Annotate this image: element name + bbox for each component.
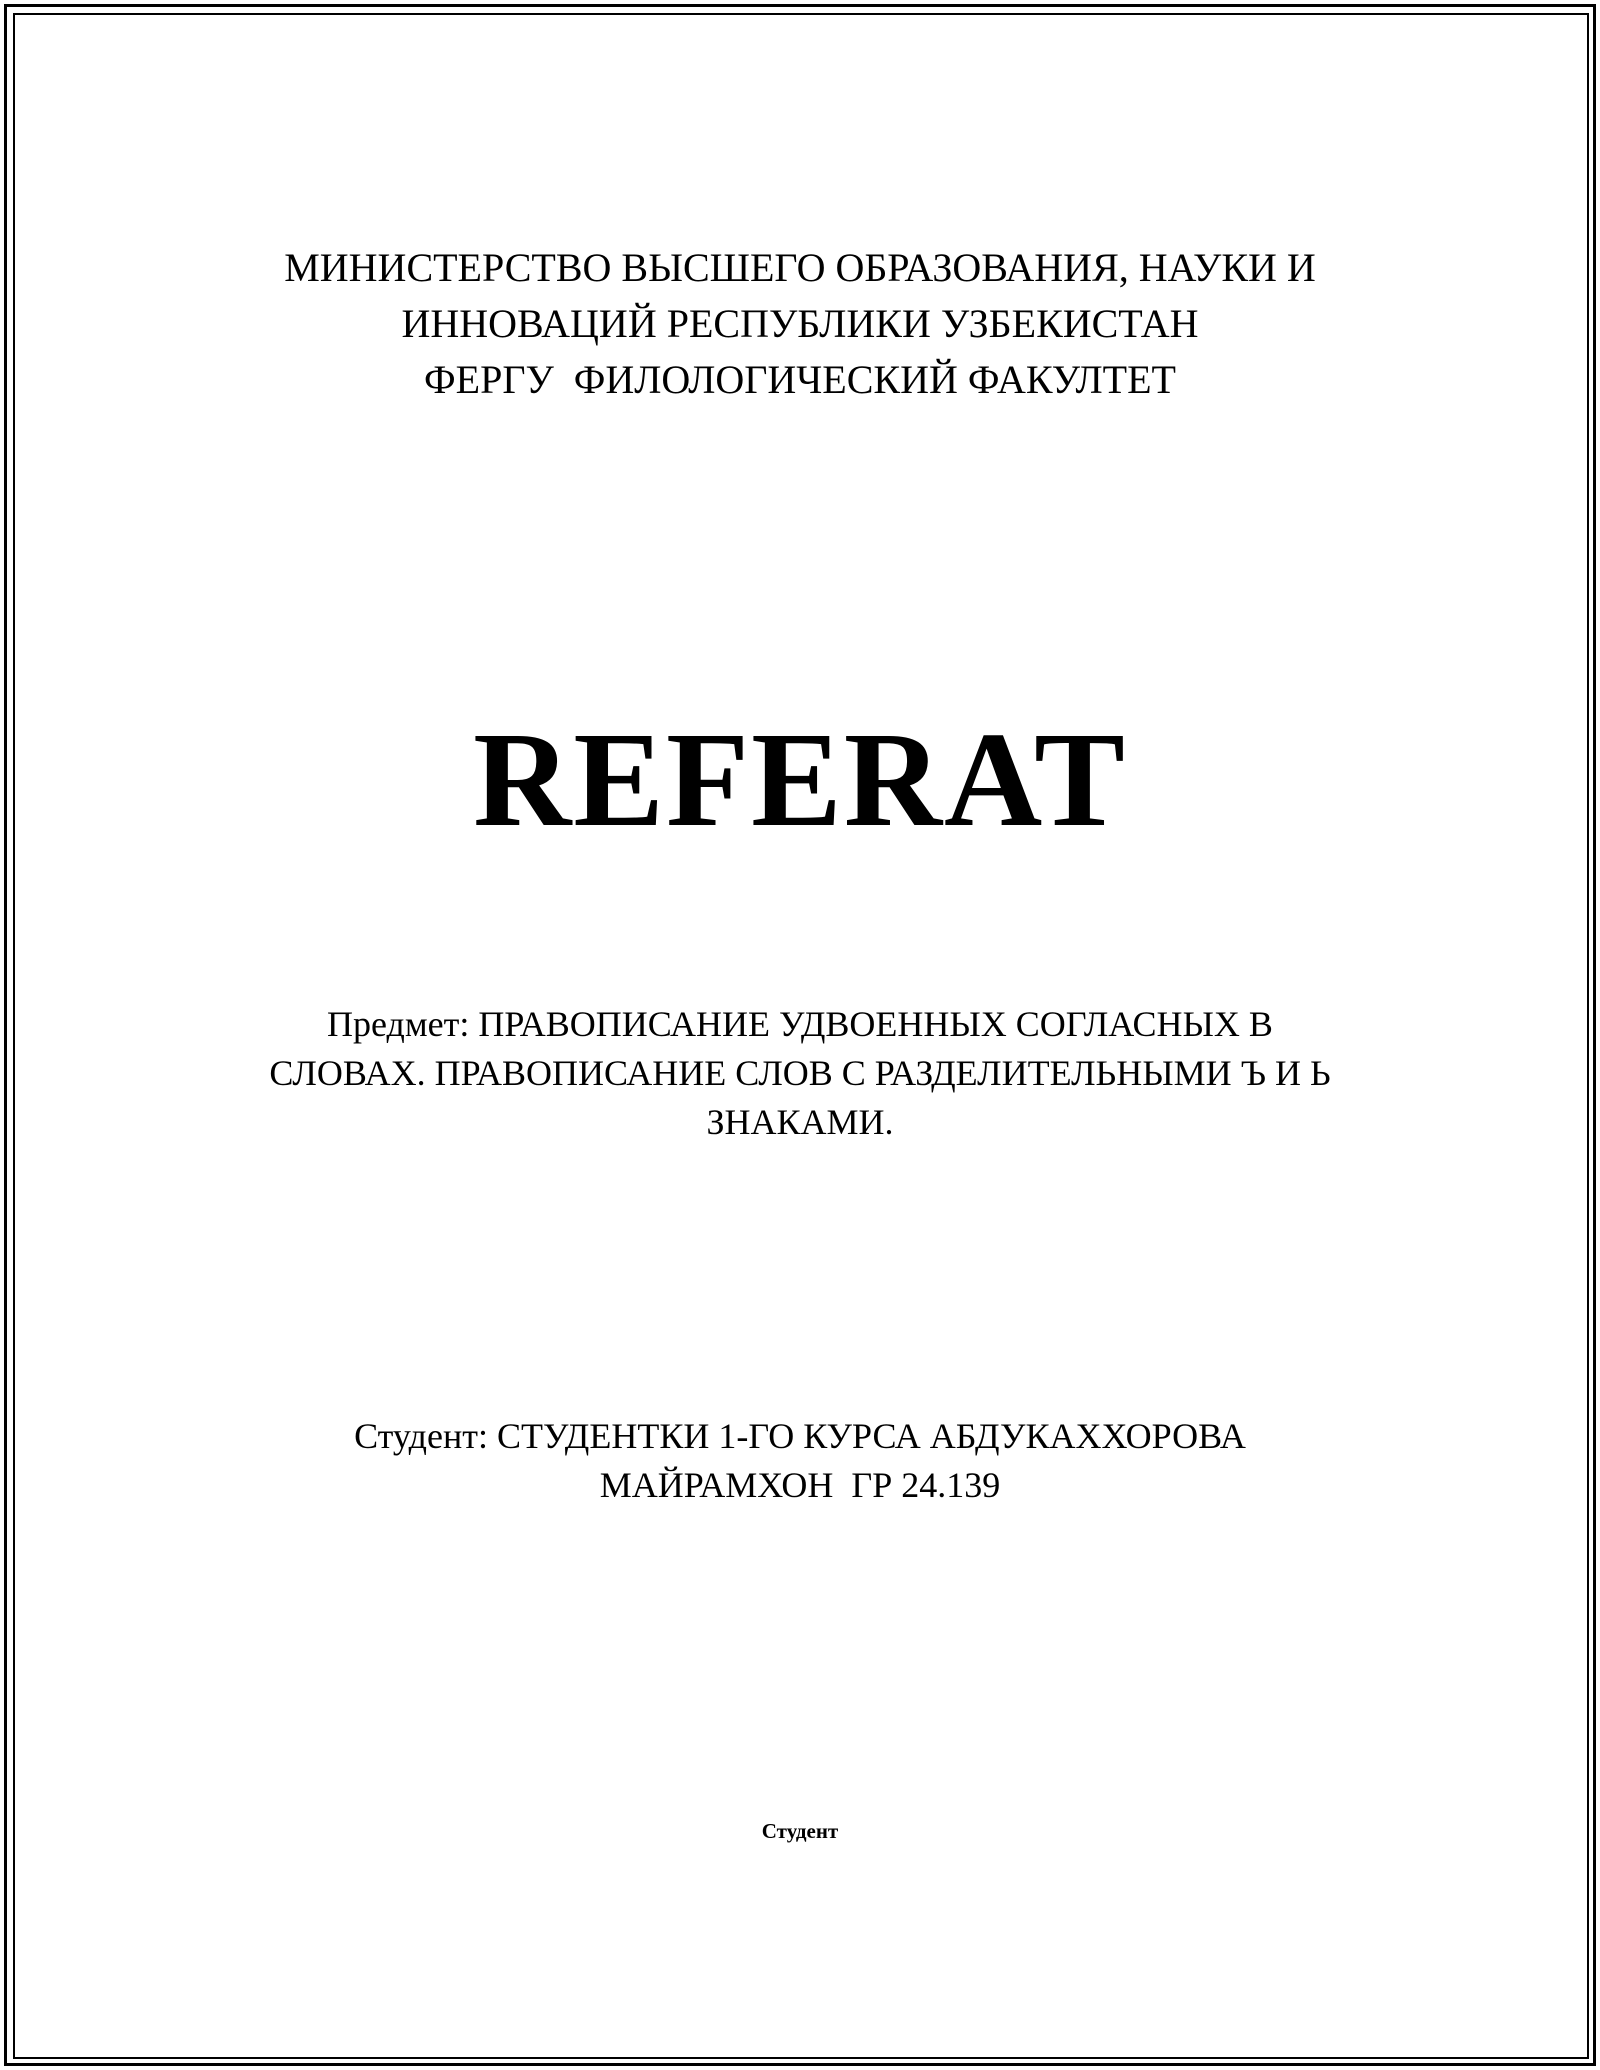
header-line-1: МИНИСТЕРСТВО ВЫСШЕГО ОБРАЗОВАНИЯ, НАУКИ И [284, 245, 1316, 290]
student-block [0, 1412, 1600, 1510]
student-line-1: Студент: СТУДЕНТКИ 1-ГО КУРСА АБДУКАХХОРОВА [354, 1416, 1246, 1456]
subject-line-3: ЗНАКАМИ. [706, 1102, 894, 1142]
student-line-2: МАЙРАМХОН ГР 24.139 [599, 1465, 1001, 1505]
footer-student-label: Студент [761, 1819, 839, 1843]
document-title: REFERAT [473, 705, 1127, 855]
header-line-2: ИННОВАЦИЙ РЕСПУБЛИКИ УЗБЕКИСТАН [401, 301, 1199, 346]
institution-header [0, 240, 1600, 408]
subject-block [0, 1000, 1600, 1147]
subject-line-2: СЛОВАХ. ПРАВОПИСАНИЕ СЛОВ С РАЗДЕЛИТЕЛЬНЫМИ Ъ И Ь [269, 1053, 1331, 1093]
subject-line-1: Предмет: ПРАВОПИСАНИЕ УДВОЕННЫХ СОГЛАСНЫХ В [327, 1004, 1273, 1044]
header-line-3: ФЕРГУ ФИЛОЛОГИЧЕСКИЙ ФАКУЛТЕТ [424, 357, 1176, 402]
